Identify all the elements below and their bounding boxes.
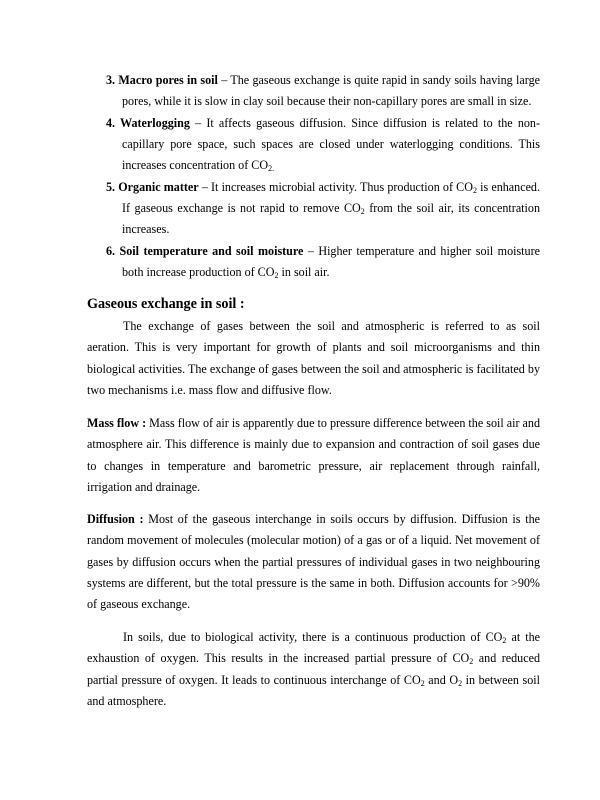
list-item-macro-pores <box>106 70 540 112</box>
list-term: Soil temperature and soil moisture <box>119 244 304 259</box>
list-text: from the soil air, its concentration increases. <box>122 201 540 237</box>
list-term: Macro pores in soil <box>118 73 218 87</box>
factor-list <box>106 70 540 284</box>
subscript: 2 <box>420 678 425 688</box>
list-text: – The gaseous exchange is quite rapid in sandy soils having large pores, while it is slow in clay soil because their non-capillary pores are small in size. <box>122 73 540 109</box>
subscript: 2 <box>360 207 365 217</box>
list-number: 4. <box>106 115 116 130</box>
closing-paragraph <box>87 627 540 712</box>
diffusion-text: Most of the gaseous interchange in soils occurs by diffusion. Diffusion is the random movement of molecules (molecular motion) of a gas or of a liquid. Net movement of gases by diffusion occurs when the partial pressures of individual gases in two neighbouring systems are different, but the total pressure is the same in both. Diffusion accounts for >90% of gaseous exchange. <box>87 512 540 612</box>
list-term: Organic matter <box>118 180 199 195</box>
subscript: 2 <box>502 636 507 645</box>
list-number: 6. <box>106 244 116 259</box>
subscript: 2 <box>469 657 474 667</box>
closing-text: and O <box>424 672 459 687</box>
closing-text: In soils, due to biological activity, there is a continuous production of CO <box>123 630 503 644</box>
list-item-organic-matter <box>106 177 540 241</box>
mass-flow-paragraph <box>87 413 540 498</box>
list-text: – It affects gaseous diffusion. Since diffusion is related to the non-capillary pore space, such spaces are closed under waterlogging conditions. This increases concentration of CO <box>122 115 540 173</box>
list-text: in soil air. <box>278 265 330 280</box>
section-heading: Gaseous exchange in soil : <box>87 296 245 312</box>
intro-paragraph: The exchange of gases between the soil and atmospheric is referred to as soil aeration. This is very important for growth of plants and soil microorganisms and thin biological activities. The exchange of gases between the soil and atmospheric is facilitated by two mechanisms i.e. mass flow and diffusive flow. <box>87 319 540 397</box>
list-term: Waterlogging <box>120 115 190 130</box>
list-item-soil-temperature-moisture <box>106 241 540 283</box>
list-item-waterlogging <box>106 113 540 177</box>
subscript: 2. <box>268 164 275 174</box>
list-number: 3. <box>106 73 116 87</box>
list-text: – Higher temperature and higher soil moisture both increase production of CO <box>122 244 540 280</box>
closing-text: in between soil and atmosphere. <box>87 672 540 708</box>
list-text: – It increases microbial activity. Thus production of CO <box>198 180 473 195</box>
subscript: 2 <box>472 186 477 196</box>
mass-flow-text: Mass flow of air is apparently due to pressure difference between the soil air and atmosphere air. This difference is mainly due to expansion and contraction of soil gases due to changes in temperature and barometric pressure, air replacement through rainfall, irrigation and drainage. <box>87 416 540 494</box>
diffusion-paragraph <box>87 509 540 615</box>
closing-text: and reduced partial pressure of oxygen. It leads to continuous interchange of CO <box>87 651 540 687</box>
list-number: 5. <box>106 180 116 195</box>
subscript: 2 <box>274 271 279 281</box>
subscript: 2 <box>458 678 463 688</box>
closing-text: at the exhaustion of oxygen. This results in the increased partial pressure of CO <box>87 630 540 666</box>
list-text: is enhanced. If gaseous exchange is not rapid to remove CO <box>122 180 541 216</box>
mass-flow-term: Mass flow : <box>87 416 147 430</box>
diffusion-term: Diffusion : <box>87 512 144 526</box>
